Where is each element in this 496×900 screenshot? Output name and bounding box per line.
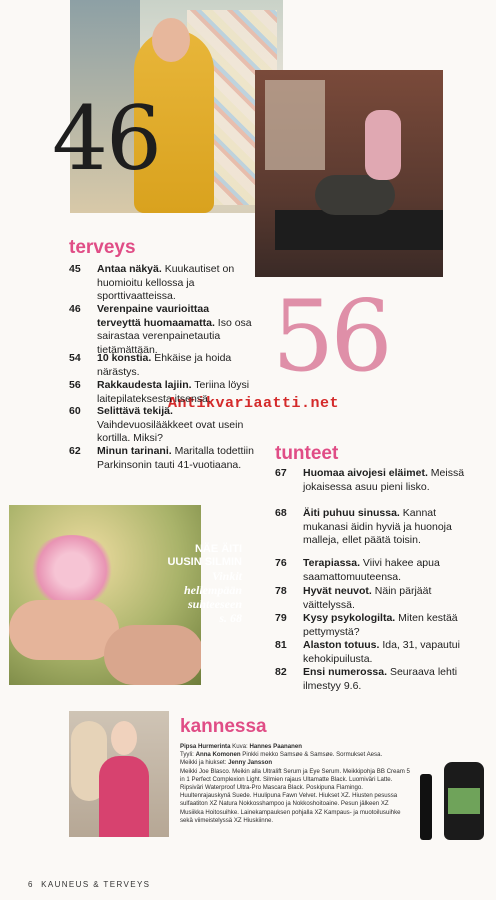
toc-entry[interactable] bbox=[275, 612, 465, 640]
page-number: 82 bbox=[275, 666, 287, 678]
entry-title: Äiti puhuu sinussa. bbox=[303, 507, 400, 519]
photo-cover-model bbox=[69, 711, 169, 837]
promo-subtitle: Vinkit hellempään suhteeseen bbox=[183, 569, 242, 611]
entry-title: 10 konstia. bbox=[97, 352, 152, 364]
entry-desc: Näin pärjäät väittelyssä. bbox=[303, 585, 432, 611]
entry-title: Antaa näkyä. bbox=[97, 263, 162, 275]
page-number: 62 bbox=[69, 445, 81, 457]
entry-desc: Kannat mukanasi äidin hyviä ja huonoja malleja, ellet päätä toisin. bbox=[303, 507, 452, 546]
section-heading-kannessa: kannessa bbox=[180, 716, 267, 737]
page-number: 81 bbox=[275, 639, 287, 651]
entry-title: Rakkaudesta lajiin. bbox=[97, 379, 192, 391]
promo-callout[interactable] bbox=[160, 543, 242, 625]
entry-title: Minun tarinani. bbox=[97, 445, 172, 457]
promo-page: s. 68 bbox=[219, 611, 242, 625]
toc-entry[interactable] bbox=[69, 379, 255, 407]
entry-title: Alaston totuus. bbox=[303, 639, 380, 651]
promo-headline: NÄE ÄITI UUSIN SILMIN bbox=[167, 543, 242, 568]
toc-entry[interactable] bbox=[69, 352, 255, 380]
toc-entry[interactable] bbox=[275, 467, 465, 495]
entry-desc: Maritalla todettiin Parkinsonin tauti 41-vuotiaana. bbox=[97, 445, 254, 471]
page-footer bbox=[28, 880, 150, 889]
section-heading-terveys: terveys bbox=[69, 237, 136, 258]
page-number: 54 bbox=[69, 352, 81, 364]
entry-title: Kysy psykologilta. bbox=[303, 612, 396, 624]
entry-desc: Miten kestää pettymystä? bbox=[303, 612, 458, 638]
entry-desc: Meissä jokaisessa asuu pieni lisko. bbox=[303, 467, 465, 493]
toc-entry[interactable] bbox=[275, 557, 465, 585]
toc-entry[interactable] bbox=[69, 405, 255, 447]
page-number: 67 bbox=[275, 467, 287, 479]
entry-desc: Vaihdevuosilääkkeet ovat usein kortilla. Miksi? bbox=[97, 418, 244, 444]
entry-desc: Ida, 31, vapautui kehokipuilusta. bbox=[303, 639, 460, 665]
toc-entry[interactable] bbox=[69, 263, 255, 305]
toc-entry[interactable] bbox=[275, 507, 465, 561]
entry-desc: Viivi hakee apua saamattomuuteensa. bbox=[303, 557, 440, 583]
entry-title: Terapiassa. bbox=[303, 557, 361, 569]
toc-entry[interactable] bbox=[69, 445, 255, 487]
page-number: 68 bbox=[275, 507, 287, 519]
entry-title: Selittävä tekijä. bbox=[97, 405, 173, 417]
cover-credits: Pipsa Hurmerinta Kuva: Hannes Paananen Tyyli: Anna Komonen Pinkki mekko Samsøe & Samsøe. Sormukset Aesa. Meikki ja hiukset: Jenny Jansson Meikki Joe Blasco. Meikin alla Ultralift Serum ja Eye Serum. Meikkipohja BB Cream 5 in 1 Perfect Complexion Light. Silmien rajaus Ultamatte Black. Luomiväri Latte. Ripsiväri Waterproof Ultra-Pro Mascara Black. Poskipuna Flamingo. Huultenrajauskynä Suede. Huulipuna Fawn Velvet. Hiukset XZ. Hiusten pesussa sulfaatiton XZ Natura Nokkosshampoo ja Nokkoshoitoaine. Pesun jälkeen XZ Musiikka Hoitosuihke. Lainekampauksen pohjalla XZ Kampaus- ja muotoilusuihke sekä viimeistelyssä XZ Hiuskiinne. bbox=[180, 743, 410, 824]
entry-desc: Iso osa sairastaa verenpainetautia tietämättään. bbox=[97, 316, 252, 356]
section-heading-tunteet: tunteet bbox=[275, 443, 339, 464]
magazine-name: KAUNEUS & TERVEYS bbox=[41, 880, 151, 889]
page-number: 76 bbox=[275, 557, 287, 569]
entry-desc: Seuraava lehti ilmestyy 9.6. bbox=[303, 666, 458, 692]
entry-title: Ensi numerossa. bbox=[303, 666, 388, 678]
entry-desc: Ehkäise ja hoida närästys. bbox=[97, 352, 232, 378]
entry-title: Hyvät neuvot. bbox=[303, 585, 372, 597]
page-number: 46 bbox=[69, 303, 81, 315]
page-number: 79 bbox=[275, 612, 287, 624]
feature-number-46: 46 bbox=[52, 87, 160, 190]
toc-entry[interactable] bbox=[275, 585, 465, 613]
page-number: 56 bbox=[69, 379, 81, 391]
toc-entry[interactable] bbox=[275, 666, 465, 694]
page-number: 45 bbox=[69, 263, 81, 275]
page-number: 6 bbox=[28, 880, 34, 889]
entry-title: Huomaa aivojesi eläimet. bbox=[303, 467, 428, 479]
page-number: 78 bbox=[275, 585, 287, 597]
photo-products bbox=[412, 762, 494, 842]
toc-entry[interactable] bbox=[69, 303, 255, 359]
toc-entry[interactable] bbox=[275, 639, 465, 667]
watermark: Antikvariaatti.net bbox=[168, 395, 340, 412]
photo-pilates bbox=[255, 70, 443, 277]
entry-desc: Kuukautiset on huomioitu kellossa ja sporttivaatteissa. bbox=[97, 263, 235, 302]
page-number: 60 bbox=[69, 405, 81, 417]
feature-number-56: 56 bbox=[272, 280, 389, 394]
entry-title: Verenpaine vaurioittaa terveyttä huomaamatta. bbox=[97, 303, 215, 329]
entry-desc: Teriina löysi laitepilateksesta itsensä. bbox=[97, 379, 250, 405]
